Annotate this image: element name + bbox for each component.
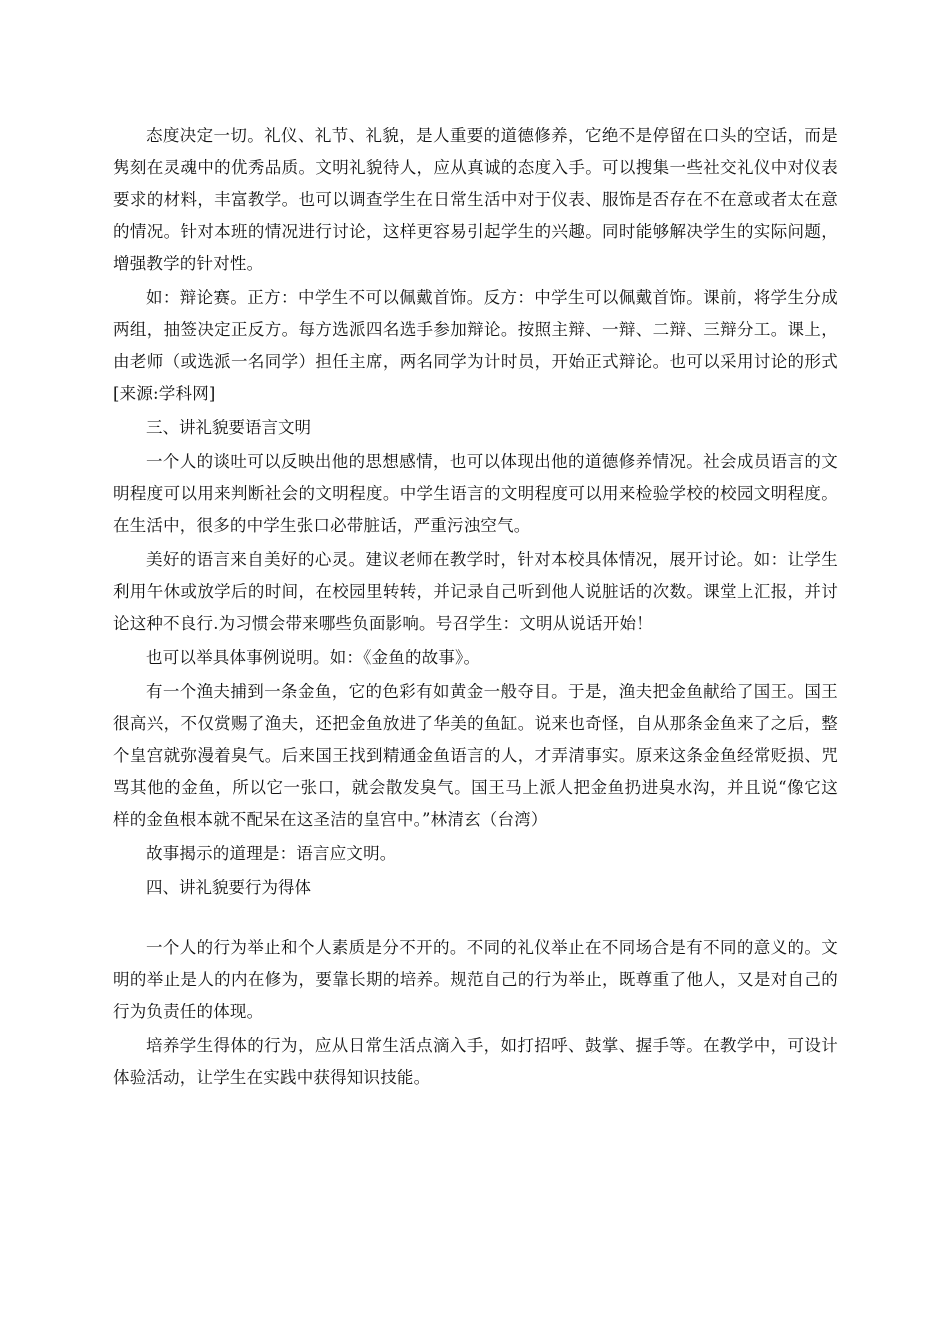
document-body (113, 120, 838, 1094)
paragraph-beautiful-language: 美好的语言来自美好的心灵。建议老师在教学时，针对本校具体情况，展开讨论。如：让学生利用午休或放学后的时间，在校园里转转，并记录自己听到他人说脏话的次数。课堂上汇报，并讨论这种不良行.为习惯会带来哪些负面影响。号召学生：文明从说话开始！ (113, 550, 838, 633)
paragraph-debate-example: 如：辩论赛。正方：中学生不可以佩戴首饰。反方：中学生可以佩戴首饰。课前，将学生分成两组，抽签决定正反方。每方选派四名选手参加辩论。按照主辩、一辩、二辩、三辩分工。课上，由老师（或选派一名同学）担任主席，两名同学为计时员，开始正式辩论。也可以采用讨论的形式[来源:学科网] (113, 288, 838, 403)
paragraph-goldfish-story: 有一个渔夫捕到一条金鱼，它的色彩有如黄金一般夺目。于是，渔夫把金鱼献给了国王。国王很高兴，不仅赏赐了渔夫，还把金鱼放进了华美的鱼缸。说来也奇怪，自从那条金鱼来了之后，整个皇宫就弥漫着臭气。后来国王找到精通金鱼语言的人，才弄清事实。原来这条金鱼经常贬损、咒骂其他的金鱼，所以它一张口，就会散发臭气。国王马上派人把金鱼扔进臭水沟，并且说“像它这样的金鱼根本就不配呆在这圣洁的皇宫中。”林清玄（台湾） (113, 682, 838, 829)
paragraph-speech-reflects: 一个人的谈吐可以反映出他的思想感情，也可以体现出他的道德修养情况。社会成员语言的文明程度可以用来判断社会的文明程度。中学生语言的文明程度可以用来检验学校的校园文明程度。在生活中，很多的中学生张口必带脏话，严重污浊空气。 (113, 452, 838, 535)
paragraph-example-intro: 也可以举具体事例说明。如：《金鱼的故事》。 (146, 648, 481, 667)
paragraph-behavior-quality: 一个人的行为举止和个人素质是分不开的。不同的礼仪举止在不同场合是有不同的意义的。文明的举止是人的内在修为，要靠长期的培养。规范自己的行为举止，既尊重了他人，又是对自己的行为负责任的体现。 (113, 938, 838, 1021)
section-heading-language: 三、讲礼貌要语言文明 (146, 418, 311, 437)
paragraph-story-moral: 故事揭示的道理是：语言应文明。 (146, 844, 397, 863)
section-heading-behavior: 四、讲礼貌要行为得体 (146, 878, 311, 897)
paragraph-cultivate-behavior: 培养学生得体的行为，应从日常生活点滴入手，如打招呼、鼓掌、握手等。在教学中，可设计体验活动，让学生在实践中获得知识技能。 (113, 1036, 838, 1087)
paragraph-attitude: 态度决定一切。礼仪、礼节、礼貌，是人重要的道德修养，它绝不是停留在口头的空话，而是隽刻在灵魂中的优秀品质。文明礼貌待人，应从真诚的态度入手。可以搜集一些社交礼仪中对仪表要求的材料，丰富教学。也可以调查学生在日常生活中对于仪表、服饰是否存在不在意或者太在意的情况。针对本班的情况进行讨论，这样更容易引起学生的兴趣。同时能够解决学生的实际问题，增强教学的针对性。 (113, 126, 838, 273)
